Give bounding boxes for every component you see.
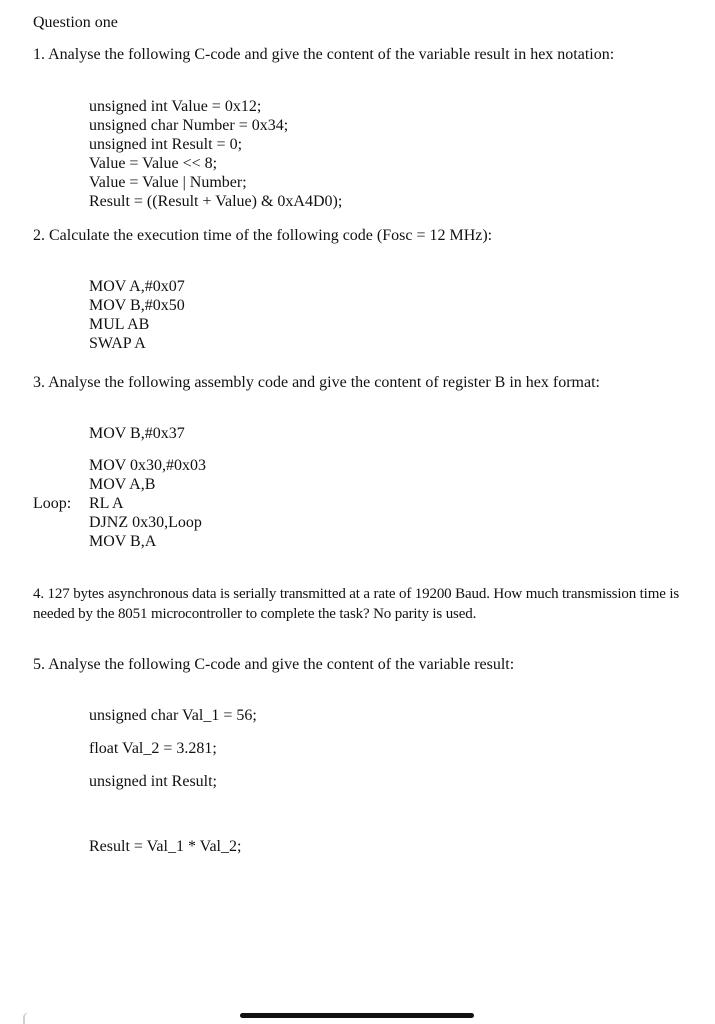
q5-code-line: unsigned char Val_1 = 56;	[89, 707, 257, 724]
q2-code-line: MOV B,#0x50	[89, 297, 185, 314]
q3-code-line: MOV B,A	[89, 533, 157, 550]
q3-prompt: 3. Analyse the following assembly code and give the content of register B in hex format:	[33, 374, 600, 391]
q1-prompt: 1. Analyse the following C-code and give the content of the variable result in hex notation:	[33, 46, 615, 63]
q3-code-line: MOV A,B	[89, 476, 156, 493]
question-heading: Question one	[33, 14, 118, 31]
q4-prompt: 4. 127 bytes asynchronous data is serially transmitted at a rate of 19200 Baud. How much transmission time is needed by the 8051 microcontroller to complete the task? No parity is used.	[33, 586, 680, 622]
q2-code-line: SWAP A	[89, 335, 146, 352]
q5-code-line: Result = Val_1 * Val_2;	[89, 838, 242, 855]
q3-code-line: MOV B,#0x37	[89, 425, 185, 442]
q3-code-line: DJNZ 0x30,Loop	[89, 514, 202, 531]
q3-loop-label: Loop:	[33, 495, 72, 512]
q3-code-line: MOV 0x30,#0x03	[89, 457, 207, 474]
q1-code-line: unsigned int Result = 0;	[89, 136, 243, 153]
q1-code-line: Value = Value | Number;	[89, 174, 247, 191]
q2-code-line: MOV A,#0x07	[89, 278, 185, 295]
q5-code-line: unsigned int Result;	[89, 773, 217, 790]
q5-prompt: 5. Analyse the following C-code and give the content of the variable result:	[33, 656, 515, 673]
q3-code-line: RL A	[89, 495, 124, 512]
q5-code-line: float Val_2 = 3.281;	[89, 740, 217, 757]
q2-code-line: MUL AB	[89, 316, 150, 333]
q1-code-line: Result = ((Result + Value) & 0xA4D0);	[89, 193, 343, 210]
corner-mark	[23, 1012, 31, 1024]
q1-code-line: unsigned int Value = 0x12;	[89, 98, 262, 115]
q1-code-line: Value = Value << 8;	[89, 155, 218, 172]
q1-code-line: unsigned char Number = 0x34;	[89, 117, 289, 134]
home-indicator[interactable]	[240, 1013, 474, 1018]
q2-prompt: 2. Calculate the execution time of the following code (Fosc = 12 MHz):	[33, 227, 493, 244]
